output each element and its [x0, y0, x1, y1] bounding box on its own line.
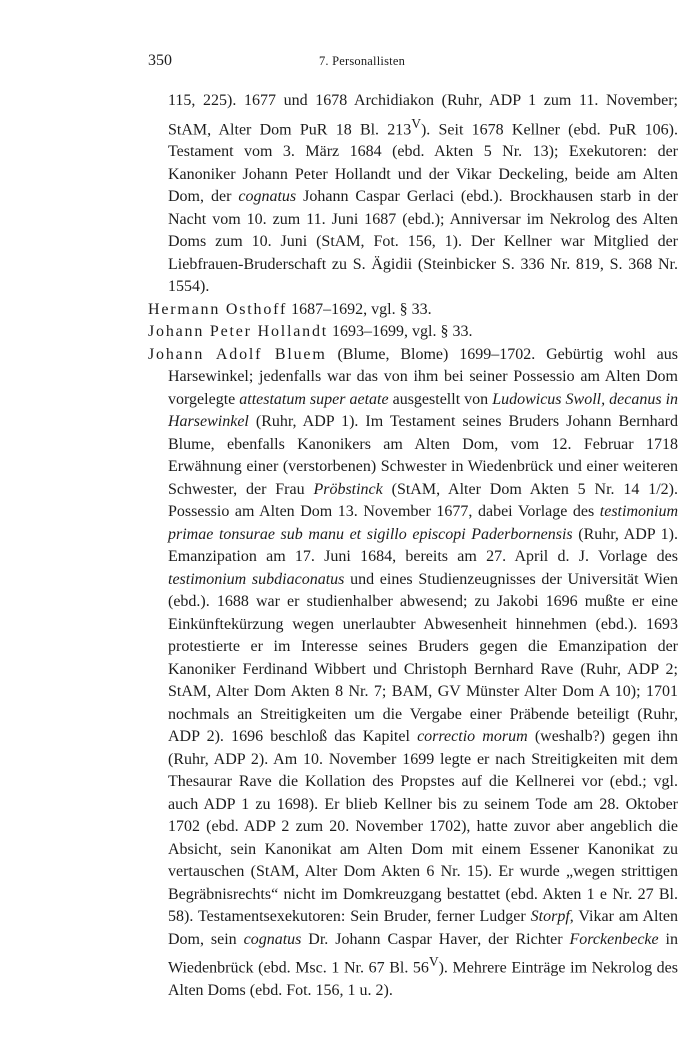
text-segment: , Vikar am Alten Dom, sein [168, 908, 679, 948]
text-segment: ). Seit 1678 Kellner (ebd. PuR 106). Testament vom 3. März 1684 (ebd. Akten 5 Nr. 13); Exekutoren: der Kanoniker Johann Peter Hollandt und der Vikar Deckeling, beide am Alten Dom, der [168, 120, 678, 206]
italic-term: testimonium subdiaconatus [168, 570, 345, 588]
body-text [148, 90, 678, 1003]
text-segment: (Ruhr, ADP 1). Im Testament seines Bruders Johann Bernhard Blume, ebenfalls Kanonikers am Alten Dom, vom 12. Februar 1718 Erwähnung einer (verstorbenen) Schwester in Wiedenbrück und einer weiteren Schwester, der Frau [168, 413, 678, 498]
italic-term: correctio morum [417, 728, 528, 746]
person-entry [148, 321, 678, 344]
italic-term: cognatus [243, 930, 302, 948]
person-entry [148, 344, 678, 1003]
italic-term: testimonium primae tonsurae sub manu et sigillo episcopi Paderbornensis [168, 503, 678, 543]
text-segment: und eines Studienzeugnisses der Universität Wien (ebd.). 1688 war er studienhalber abwesend; zu Jakobi 1696 mußte er eine Einkünftekürzung wegen unerlaubter Abwesenheit hinnehmen (ebd.). 1693 protestierte er im Interesse seines Bruders gegen die Emanzipation der Kanoniker Ferdinand Wibbert und Christoph Bernhard Rave (Ruhr, ADP 2; StAM, Alter Dom Akten 8 Nr. 7; BAM, GV Münster Alter Dom A 10); 1701 nochmals an Streitigkeiten um die Vergabe einer Präbende beteiligt (Ruhr, ADP 2). 1696 beschloß das Kapitel [168, 570, 679, 746]
italic-term: Forckenbecke [569, 930, 659, 948]
text-segment: in Wiedenbrück (ebd. Msc. 1 Nr. 67 Bl. 56 [168, 930, 678, 977]
continued-paragraph [148, 90, 678, 299]
person-name: Johann Peter Hollandt [148, 323, 328, 341]
page-number: 350 [148, 52, 172, 69]
text-segment: ). Mehrere Einträge im Nekrolog des Alten Doms (ebd. Fot. 156, 1 u. 2). [168, 959, 679, 1000]
italic-term: Pröbstinck [313, 480, 383, 498]
person-entry [148, 299, 678, 322]
text-segment: 1687–1692, vgl. § 33. [287, 300, 432, 318]
text-segment: Johann Caspar Gerlaci (ebd.). Brockhausen starb in der Nacht vom 10. zum 11. Juni 1687 (ebd.); Anniversar im Nekrolog des Alten Doms zum 10. Juni (StAM, Fot. 156, 1). Der Kellner war Mitglied der Liebfrauen-Bruderschaft zu S. Ägidii (Steinbicker S. 336 Nr. 819, S. 368 Nr. 1554). [168, 188, 678, 296]
italic-term: cognatus [238, 188, 297, 206]
italic-term: attestatum super aetate [239, 390, 389, 408]
text-segment: (Ruhr, ADP 1). Emanzipation am 17. Juni 1684, bereits am 27. April d. J. Vorlage des [168, 525, 679, 566]
text-segment: 1693–1699, vgl. § 33. [328, 323, 473, 341]
person-name: Hermann Osthoff [148, 300, 288, 318]
text-segment: (Blume, Blome) 1699–1702. Gebürtig wohl aus Harsewinkel; jedenfalls war das von ihm bei seiner Possessio am Alten Dom vorgelegte [168, 345, 679, 408]
verso-superscript: V [411, 115, 421, 131]
text-segment: (StAM, Alter Dom Akten 5 Nr. 14 1/2). Possessio am Alten Dom 13. November 1677, dabei Vorlage des [168, 480, 679, 521]
italic-term: Storpf [530, 908, 570, 926]
running-head: 7. Personallisten [318, 54, 406, 68]
person-name: Johann Adolf Bluem [148, 345, 327, 363]
text-segment: 115, 225). 1677 und 1678 Archidiakon (Ruhr, ADP 1 zum 11. November; StAM, Alter Dom PuR 18 Bl. 213 [168, 92, 678, 138]
text-segment: (weshalb?) gegen ihn (Ruhr, ADP 2). Am 10. November 1699 legte er nach Streitigkeiten mit dem Thesaurar Rave die Kollation des Propstes auf die Kellnerei vor (ebd.; vgl. auch ADP 1 zu 1698). Er blieb Kellner bis zu seinem Tode am 28. Oktober 1702 (ebd. ADP 2 zum 20. November 1702), hatte zuvor aber angeblich die Absicht, sein Kanonikat am Alten Dom mit einem Essener Kanonikat zu vertauschen (StAM, Alter Dom Akten 6 Nr. 15). Er wurde „wegen strittigen Begräbnisrechts“ nicht im Domkreuzgang bestattet (ebd. Akten 1 e Nr. 27 Bl. 58). Testamentsexekutoren: Sein Bruder, ferner Ludger [168, 728, 678, 926]
verso-superscript: V [428, 954, 439, 970]
text-segment: ausgestellt von [388, 390, 493, 408]
italic-term: Ludowicus Swoll, decanus in Harsewinkel [168, 390, 679, 431]
text-segment: Dr. Johann Caspar Haver, der Richter [301, 930, 570, 948]
page-header [148, 52, 576, 76]
